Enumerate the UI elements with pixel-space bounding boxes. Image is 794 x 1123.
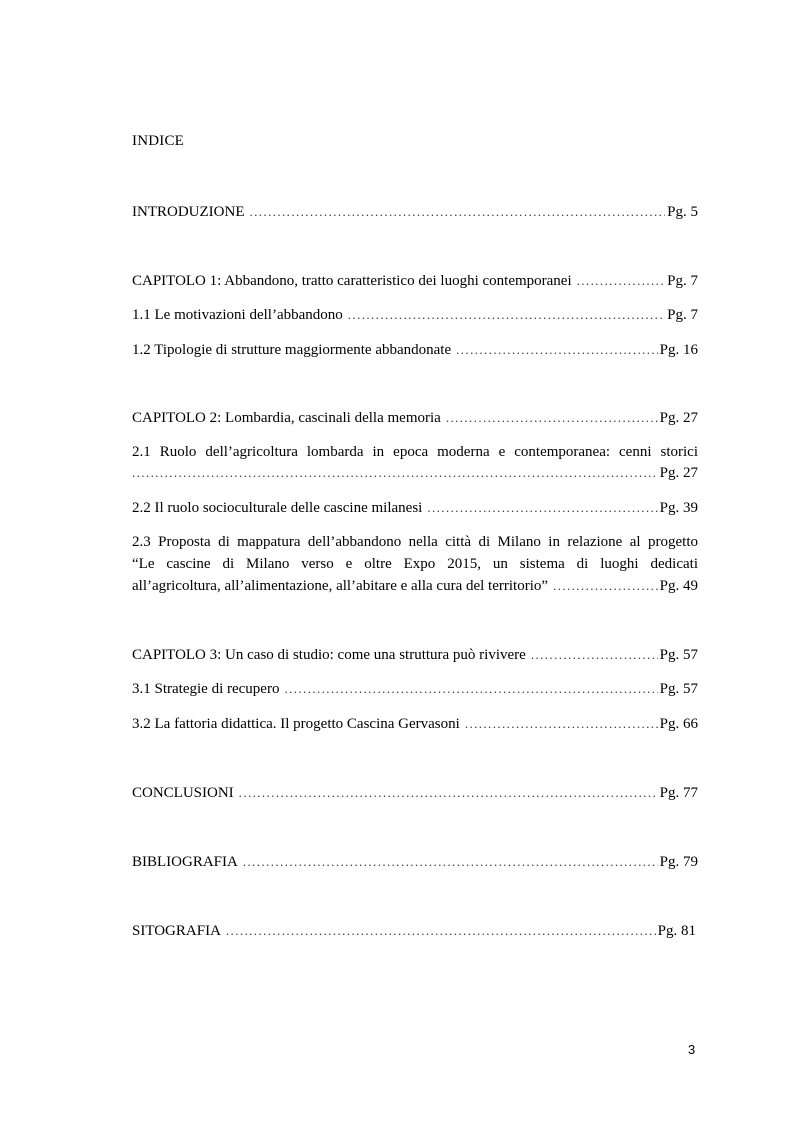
toc-entry-label: 1.1 Le motivazioni dell’abbandono xyxy=(132,307,343,323)
toc-entry-3-2[interactable] xyxy=(132,715,698,733)
toc-entry-label: 3.2 La fattoria didattica. Il progetto Cascina Gervasoni xyxy=(132,716,460,732)
toc-entry-page: Pg. 16 xyxy=(659,342,698,358)
page-title: INDICE xyxy=(132,133,185,149)
toc-entry-page: Pg. 57 xyxy=(659,647,698,663)
dot-leader xyxy=(577,272,666,290)
toc-entry-2-1-label[interactable]: 2.1 Ruolo dell’agricoltura lombarda in epoca moderna e contemporanea: cenni storici xyxy=(132,444,698,460)
dot-leader xyxy=(226,922,656,940)
toc-entry-page: Pg. 57 xyxy=(659,681,698,697)
toc-entry-page: Pg. 77 xyxy=(659,785,698,801)
dot-leader xyxy=(456,341,658,359)
dot-leader xyxy=(132,464,658,482)
toc-entry-label: CAPITOLO 2: Lombardia, cascinali della memoria xyxy=(132,410,441,426)
dot-leader xyxy=(446,409,658,427)
toc-entry-label: INTRODUZIONE xyxy=(132,204,245,220)
dot-leader xyxy=(427,499,657,517)
toc-entry-1-1[interactable] xyxy=(132,306,698,324)
toc-entry-2-3-line-2[interactable]: “Le cascine di Milano verso e oltre Expo 2015, un sistema di luoghi dedicati xyxy=(132,556,698,572)
toc-entry-2-3-line-1[interactable]: 2.3 Proposta di mappatura dell’abbandono nella città di Milano in relazione al progetto xyxy=(132,534,698,550)
toc-entry-label: 3.1 Strategie di recupero xyxy=(132,681,280,697)
dot-leader xyxy=(239,784,658,802)
toc-entry-page: Pg. 27 xyxy=(659,410,698,426)
dot-leader xyxy=(553,577,658,595)
toc-entry-2-1-leader[interactable] xyxy=(132,464,698,482)
dot-leader xyxy=(243,853,658,871)
toc-entry-sitografia[interactable] xyxy=(132,922,696,940)
toc-entry-capitolo-3[interactable] xyxy=(132,646,698,664)
toc-entry-page: Pg. 79 xyxy=(659,854,698,870)
toc-entry-label: CAPITOLO 1: Abbandono, tratto caratteristico dei luoghi contemporanei xyxy=(132,273,572,289)
toc-entry-label: 1.2 Tipologie di strutture maggiormente abbandonate xyxy=(132,342,452,358)
toc-entry-page: Pg. 39 xyxy=(659,500,698,516)
toc-entry-label: BIBLIOGRAFIA xyxy=(132,854,238,870)
dot-leader xyxy=(249,203,665,221)
toc-entry-page: Pg. 7 xyxy=(667,307,698,323)
toc-entry-capitolo-2[interactable] xyxy=(132,409,698,427)
page-number: 3 xyxy=(688,1042,696,1057)
toc-entry-3-1[interactable] xyxy=(132,680,698,698)
toc-entry-bibliografia[interactable] xyxy=(132,853,698,871)
toc-entry-capitolo-1[interactable] xyxy=(132,272,698,290)
dot-leader xyxy=(284,680,657,698)
toc-entry-label: CONCLUSIONI xyxy=(132,785,234,801)
toc-entry-page: Pg. 7 xyxy=(667,273,698,289)
toc-entry-page: Pg. 49 xyxy=(659,578,698,594)
toc-entry-page: Pg. 81 xyxy=(657,923,696,939)
toc-entry-label: SITOGRAFIA xyxy=(132,923,221,939)
toc-entry-2-3-line-3[interactable] xyxy=(132,577,698,595)
toc-entry-introduzione[interactable] xyxy=(132,203,698,221)
toc-entry-label: all’agricoltura, all’alimentazione, all’abitare e alla cura del territorio” xyxy=(132,578,549,594)
toc-entry-1-2[interactable] xyxy=(132,341,698,359)
toc-entry-page: Pg. 5 xyxy=(667,204,698,220)
toc-entry-page: Pg. 66 xyxy=(659,716,698,732)
dot-leader xyxy=(531,646,658,664)
dot-leader xyxy=(348,306,665,324)
toc-entry-2-2[interactable] xyxy=(132,499,698,517)
dot-leader xyxy=(465,715,658,733)
toc-entry-conclusioni[interactable] xyxy=(132,784,698,802)
toc-entry-page: Pg. 27 xyxy=(659,465,698,481)
toc-entry-label: 2.2 Il ruolo socioculturale delle cascine milanesi xyxy=(132,500,423,516)
toc-entry-label: CAPITOLO 3: Un caso di studio: come una struttura può rivivere xyxy=(132,647,526,663)
